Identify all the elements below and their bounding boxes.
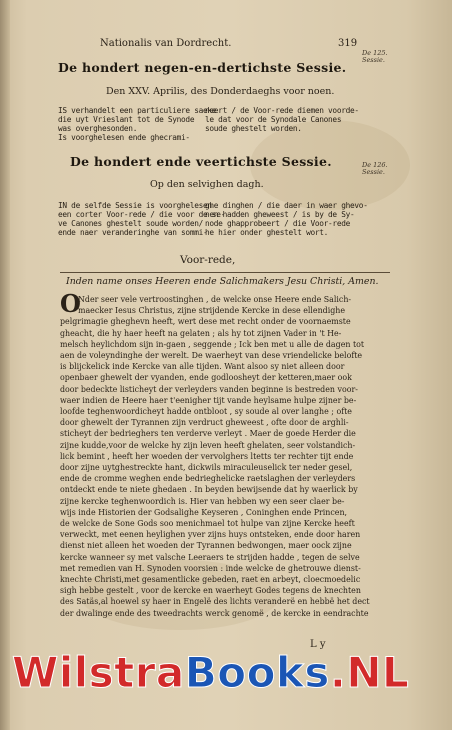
text-line: le dat voor de Synodale Canones [205,115,342,124]
page-gutter [0,0,10,730]
text-line: die uyt Vrieslant tot de Synode [58,115,195,124]
preface-body [60,289,396,619]
text-line: door ghewelt der Tyrannen zijn verdruct gheweest , ofte door de arghli- [60,418,349,428]
text-line: met remedien van H. Synoden voorsien : inde welcke de ghetrouwe dienst- [60,563,361,573]
preface-invocation: Inden name onses Heeren ende Salichmakers Jesu Christi, Amen. [66,276,379,287]
watermark [12,648,452,697]
text-line: loofde teghenwoordicheyt hadde ontbloot , sy soude al over langhe ; ofte [60,407,352,417]
preface-heading: Voor-rede, [180,254,236,266]
session-126-title: De hondert ende veertichste Sessie. [70,154,332,169]
text-line: lick bemint , heeft her woeden der vervolghers ltetts ter rechter tijt ende [60,451,354,461]
session-125-right-column [205,106,359,133]
text-line: ende de cromme weghen ende bedrieghelicke raetslaghen der verleyders [60,474,356,484]
text-line: een corter Voor-rede / die voor de se- [58,210,225,219]
text-line: was overghesonden. [58,124,138,133]
text-line: ve Canones ghestelt soude worden/ [58,219,204,228]
text-line: knechte Christi,met gesamentlicke gebeden, raet en arbeyt, cloecmoedelic [60,575,361,585]
text-line: zijne kercke teghenwoordich is. Hier van hebben wy een seer claer be- [60,496,345,506]
text-line: pelgrimagie gheghevn heeft, wert dese met recht onder de voornaemste [60,317,351,327]
text-line: node ghapprobeert / die Voor-rede [205,219,351,228]
margin-note-session-126: De 126. Sessie. [362,161,388,176]
text-line: kercke wanneer sy met valsche Leeraers te strijden hadde , tegen de selve [60,552,360,562]
text-line: openbaer ghewelt der vyanden, ende godloosheyt der ketteren,maer ook [60,373,352,383]
text-line: waer indien de Heere haer t'eenigher tijt vande heylsame hulpe zijner be- [60,395,357,405]
text-line: des Satäs,al hoewel sy haer in Engelë des lichts veranderë en hebbë het dect [60,597,370,607]
text-line: sticheyt der bedrieghers ten verderve verleyt . Maer de goede Herder die [60,429,356,439]
text-line: Nder seer vele vertroostinghen , de welcke onse Heere ende Salich- [78,295,352,304]
text-line: zijne kudde,voor de welcke hy zijn leven heeft ghelaten, seer volstandich- [60,440,356,450]
session-126-right-column [205,201,368,237]
text-line: IN de selfde Sessie is voorghelesen [58,201,212,210]
signature-mark: L y [310,639,326,650]
text-line: IS verhandelt een particuliere saeke [58,106,217,115]
text-line: melsch heylichdom sijn in-gaen , seggende ; Ick ben met u alle de dagen tot [60,339,365,349]
text-line: verweckt, met eenen heylighen yver zijns huys ontsteken, ende door haren [60,530,361,540]
drop-cap: O [60,289,81,318]
text-line: ende naer veranderinghe van sommi- [58,228,208,237]
text-line: maecker Iesus Christus, zijne strijdende Kercke in dese ellendighe [78,306,346,316]
page-number: 319 [338,38,358,49]
text-line: door bedeckte listicheyt der verleyders vanden beginne is bestreden voor- [60,384,358,394]
text-line: neert / de Voor-rede diemen voorde- [205,106,359,115]
text-line: de welcke de Sone Gods soo menichmael tot hulpe van zijne Kercke heeft [60,519,355,529]
text-line: is blijckelick inde Kercke van alle tijden. Want alsoo sy niet alleen door [60,362,345,372]
session-126-left-column [58,201,225,237]
text-line: ghe dinghen / die daer in waer ghevo- [205,201,368,210]
text-line: aen de voleyndinghe der werelt. De waerheyt van dese vriendelicke belofte [60,351,363,361]
text-line: soude ghestelt worden. [205,124,302,133]
session-125-title: De hondert negen-en-dertichste Sessie. [58,60,347,75]
text-line: ontdeckt ende te niete ghedaen . In beyden bewijsende dat hy waerlick by [60,485,358,495]
watermark-part-3: .NL [329,648,410,697]
text-line: nen hadden gheweest / is by de Sy- [205,210,355,219]
text-line: wijs inde Historien der Godsalighe Keyseren , Coninghen ende Princen, [60,507,348,517]
text-line: sigh hebbe gestelt , voor de kercke en waerheyt Godes tegens de knechten [60,586,361,596]
margin-note-session-125: De 125. Sessie. [362,49,388,64]
text-line: door zijne uytghestreckte hant, dickwils miraculeuselick ter neder gesel, [60,463,353,473]
text-line: der dwalinge ende des tweedrachts werck genomë , de kercke in eendrachte [60,608,369,618]
session-126-date: Op den selvighen dagh. [150,179,264,190]
watermark-part-1: Wilstra [12,648,185,697]
text-line: dienst niet alleen het woeden der Tyrannen bedwongen, maer oock zijne [60,541,352,551]
text-line: he hier onder ghestelt wort. [205,228,329,237]
session-125-left-column [58,106,216,142]
session-125-date: Den XXV. Aprilis, des Donderdaeghs voor noen. [106,86,335,97]
running-title: Nationalis van Dordrecht. [100,38,232,49]
divider [60,272,390,273]
text-line: Is voorghelesen ende ghecrami- [58,133,190,142]
text-line: gheacht, die hy haer heeft na gelaten ; als hy tot zijnen Vader in 't He- [60,328,342,338]
watermark-part-2: Books [184,648,330,697]
